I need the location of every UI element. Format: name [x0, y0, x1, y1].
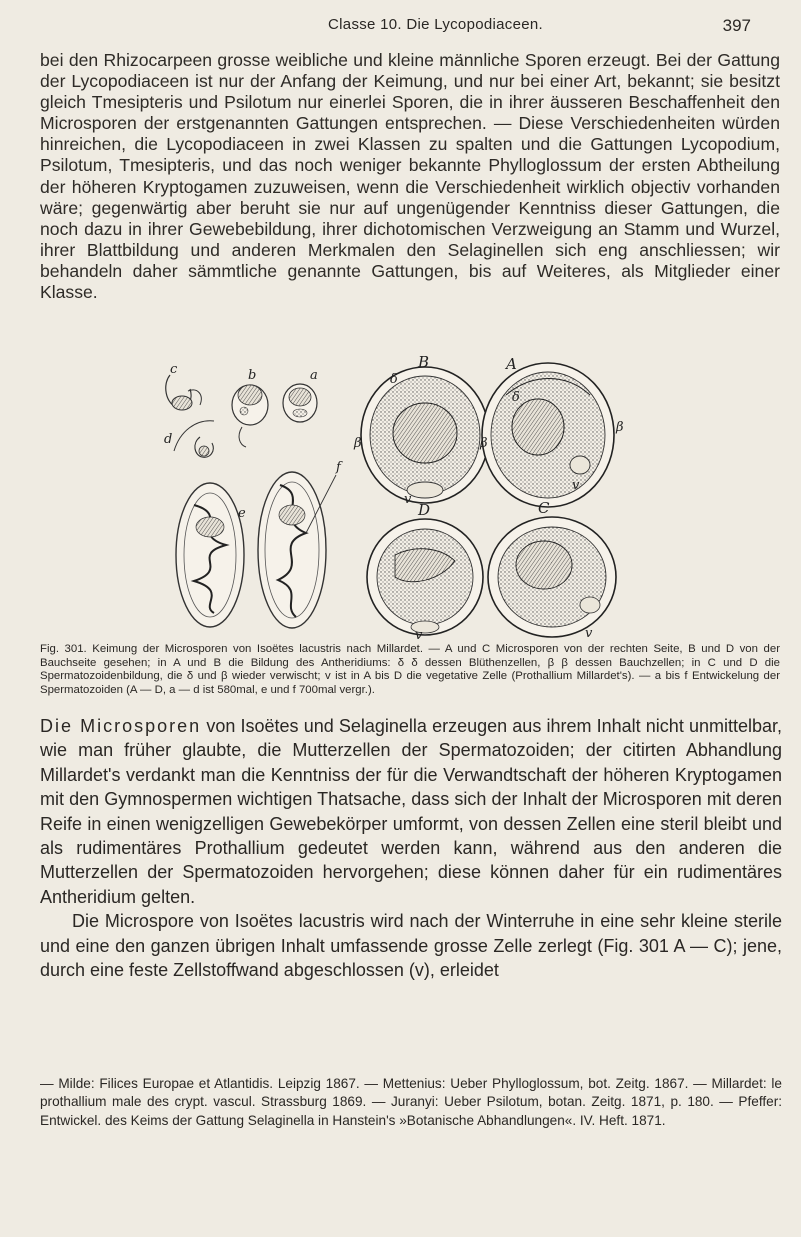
page-number: 397 [722, 16, 751, 35]
label-beta-B-left: β [354, 436, 362, 451]
label-v-D: v [415, 628, 423, 640]
label-f: f [336, 460, 341, 475]
drawing-a [283, 384, 317, 422]
drawing-B [361, 367, 489, 503]
label-v-C: v [585, 626, 593, 640]
drawing-d [174, 421, 214, 458]
label-C: C [538, 499, 550, 517]
label-B: B [418, 355, 430, 371]
paragraph-lead: Die Microsporen [40, 716, 202, 736]
body-text [40, 714, 782, 982]
drawing-f [258, 472, 336, 628]
footnote-references: — Milde: Filices Europae et Atlantidis. Leipzig 1867. — Mettenius: Ueber Phylloglossum, bot. Zeitg. 1867. — Millardet: le prothallium male des crypt. vascul. Strassburg 1869. — Juranyi: Ueber Psilotum, botan. Zeitg. 1871, p. 180. — Pfeffer: Entwickel. des Keims der Gattung Selaginella in Hanstein's »Botanische Abhandlungen«. IV. Heft. 1871. [40, 1076, 782, 1128]
label-b: b [248, 368, 257, 383]
label-c: c [170, 362, 178, 377]
drawing-b [232, 385, 268, 447]
running-title: Classe 10. Die Lycopodiaceen. [328, 16, 543, 33]
drawing-D [367, 519, 483, 635]
label-delta-A: δ [512, 390, 520, 405]
label-e: e [238, 506, 246, 521]
figure-caption: Fig. 301. Keimung der Microsporen von Isoëtes lacustris nach Millardet. — A und C Microsporen von der rechten Seite, B und D von der Bauchseite gesehen; in A und B die Bildung des Antheridiums: δ δ dessen Blüthenzellen, β β dessen Bauchzellen; in C und D die Spermatozoidenbildung, die δ und β wieder verwischt; v ist in A bis D die vegetative Zelle (Prothallium Millardet's). — a bis f Entwickelung der Spermatozoiden (A — D, a — d ist 580mal, e und f 700mal vergr.). [40, 643, 780, 696]
drawing-A [482, 363, 614, 507]
label-v-A: v [572, 478, 580, 493]
body-paragraph-2: Die Microspore von Isoëtes lacustris wird nach der Winterruhe in eine sehr kleine sterile und eine den ganzen übrigen Inhalt umfassende grosse Zelle zerlegt (Fig. 301 A — C); jene, durch eine feste Zellstoffwand abgeschlossen (v), erleidet [40, 911, 782, 981]
intro-paragraph: bei den Rhizocarpeen grosse weibliche und kleine männliche Sporen erzeugt. Bei der Gattung der Lycopodiaceen ist nur der Anfang der Keimung, und nur bei einer Art, bekannt; sie besitzt gleich Tmesipteris und Psilotum nur einerlei Sporen, die in ihrer äusseren Beschaffenheit den Microsporen der erstgenannten Gattungen entsprechen. — Diese Verschiedenheiten würden hinreichen, die Lycopodiaceen in zwei Klassen zu spalten und die Gattungen Lycopodium, Psilotum, Tmesipteris, und das noch weniger bekannte Phylloglossum der ersten Abtheilung der höheren Kryptogamen zuzuweisen, wenn die Verschiedenheit wirklich objectiv vorhanden wäre; gegenwärtig aber beruht sie nur auf ungenügender Kenntniss dieser Gattungen, die noch dazu in ihrer Gewebebildung, ihrer dichotomischen Verzweigung an Stamm und Wurzel, ihrer Blattbildung und anderen Merkmalen den Selaginellen sich eng anschliessen; wir behandeln daher sämmtliche genannte Gattungen, bis auf Weiteres, als Mitglieder einer Klasse. [40, 50, 780, 303]
label-delta-B: δ [390, 372, 398, 387]
label-D: D [418, 501, 431, 519]
label-a: a [310, 368, 318, 383]
label-d: d [164, 432, 173, 447]
page-header [120, 16, 751, 38]
figure-illustration [140, 355, 780, 640]
drawing-C [488, 517, 616, 637]
drawing-e [176, 483, 244, 627]
drawing-c [166, 375, 202, 410]
body-paragraph-1 [40, 714, 782, 909]
figure-301 [140, 355, 780, 640]
label-A: A [506, 355, 517, 373]
label-v-B: v [404, 492, 412, 507]
paragraph-1-text: von Isoëtes und Selaginella erzeugen aus ihrem Inhalt nicht unmittelbar, wie man früher glaubte, die Mutterzellen der Spermatozoiden; der citirten Abhandlung Millardet's verdankt man die Kenntniss der für die Verwandtschaft der höheren Kryptogamen mit den Gymnospermen wichtigen Thatsache, dass sich der Inhalt der Microsporen mit deren Reife in einen wenigzelligen Gewebekörper umformt, von dessen Zellen eine steril bleibt und als rudimentäres Prothallium gedeutet werden kann, während aus den anderen die Mutterzellen der Spermatozoiden hervorgehen; diese können daher für ein rudimentäres Antheridium gelten. [40, 716, 783, 907]
label-beta-A: β [616, 420, 624, 435]
label-beta-B-right: β [480, 436, 488, 451]
